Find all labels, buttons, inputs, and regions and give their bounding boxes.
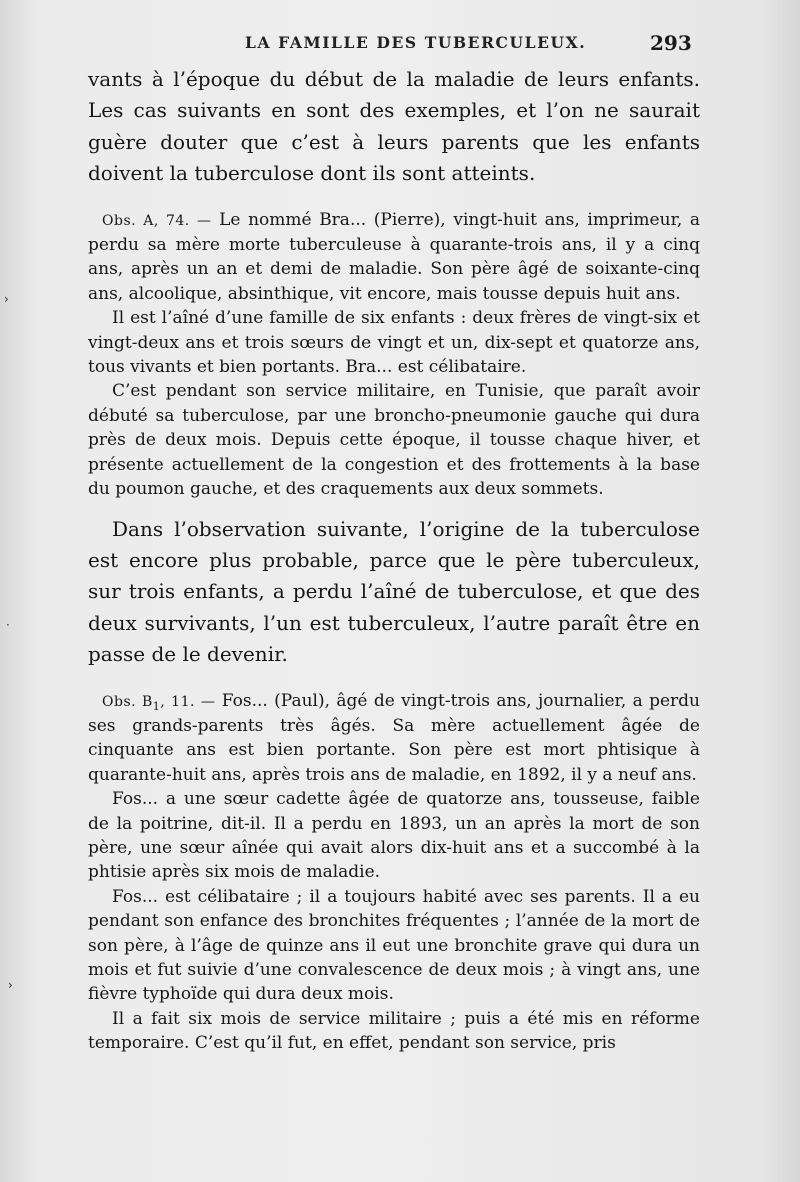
paragraph-family: Il est l’aîné d’une famille de six enfants : deux frères de vingt-six et vingt-deux ans et trois sœurs de vingt et un, dix-sept et quatorze ans, tous vivants et bien portants. Bra... est célibataire. — [88, 308, 700, 378]
paragraph-military: Il a fait six mois de service militaire ; puis a été mis en réforme temporaire. C’est qu’il fut, en effet, pendant son service, pris — [88, 1008, 700, 1054]
margin-mark: · — [6, 618, 10, 632]
observation-a — [88, 208, 700, 307]
paragraph-history: Fos... est célibataire ; il a toujours habité avec ses parents. Il a eu pendant son enfance des bronchites fréquentes ; l’année de la mort de son père, à l’âge de quinze ans il eut une bronchite grave qui dura un mois et fut suivie d’une convalescence de deux mois ; à vingt ans, une fièvre typhoïde qui dura deux mois. — [88, 886, 700, 1005]
observation-a-text: Le nommé Bra... (Pierre), vingt-huit ans, imprimeur, a perdu sa mère morte tuberculeuse à quarante-trois ans, il y a cinq ans, après un an et demi de maladie. Son père âgé de soixante-cinq ans, alcoolique, absinthique, vit encore, mais tousse depuis huit ans. — [88, 209, 700, 304]
paragraph-sister: Fos... a une sœur cadette âgée de quatorze ans, tousseuse, faible de la poitrine, dit-il. Il a perdu en 1893, un an après la mort de son père, une sœur aînée qui avait alors dix-huit ans et a succombé à la phtisie après six mois de maladie. — [88, 789, 700, 883]
paragraph-service: C’est pendant son service militaire, en Tunisie, que paraît avoir débuté sa tuberculose, par une broncho-pneumonie gauche qui dura près de deux mois. Depuis cette époque, il tousse chaque hiver, et présente actuellement de la congestion et des frottements à la base du poumon gauche, et des craquements aux deux sommets. — [88, 381, 700, 500]
observation-b — [88, 689, 700, 788]
paragraph-observation-intro: Dans l’observation suivante, l’origine de la tuberculose est encore plus probable, parce que le père tuberculeux, sur trois enfants, a perdu l’aîné de tuberculose, et que des deux survivants, l’un est tuberculeux, l’autre paraît être en passe de le devenir. — [88, 516, 700, 667]
observation-a-label: Obs. A, 74. — — [102, 212, 212, 229]
observation-b-text: Fos... (Paul), âgé de vingt-trois ans, journalier, a perdu ses grands-parents très âgés. Sa mère actuellement âgée de cinquante ans est bien portante. Son père est mort phtisique à quarante-huit ans, après trois ans de maladie, en 1892, il y a neuf ans. — [88, 690, 701, 785]
observation-b-label: Obs. $B_1$, 11. — — [102, 693, 216, 713]
margin-mark: › — [4, 292, 9, 306]
page-number: 293 — [650, 31, 692, 55]
body-text — [88, 64, 700, 1056]
page-header — [0, 31, 800, 57]
paragraph-intro: vants à l’époque du début de la maladie de leurs enfants. Les cas suivants en sont des exemples, et l’on ne saurait guère douter que c’est à leurs parents que les enfants doivent la tuberculose dont ils sont atteints. — [88, 67, 700, 186]
running-title: LA FAMILLE DES TUBERCULEUX. — [245, 33, 587, 52]
margin-mark: › — [8, 978, 13, 992]
